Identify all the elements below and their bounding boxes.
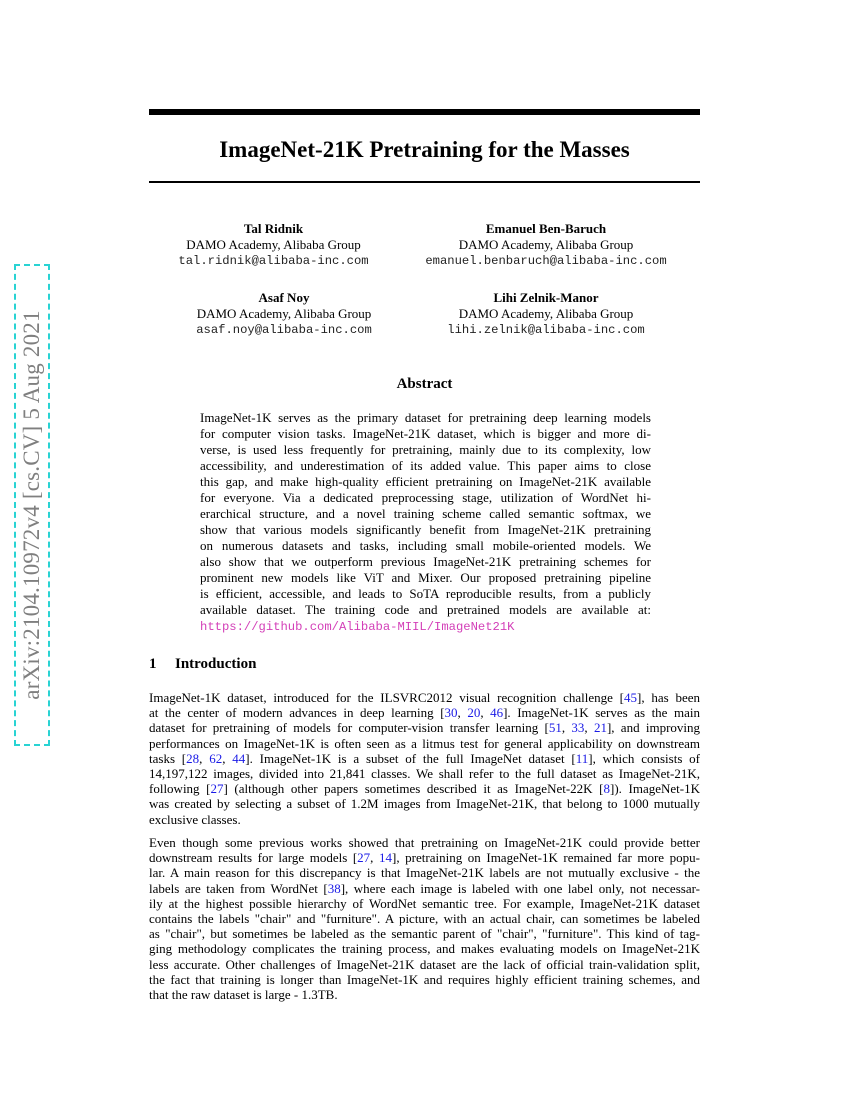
- paragraph-line: the fact that training is longer than ImageNet-1K and requires highly efficient training schemes, and: [149, 971, 700, 987]
- author-block: [398, 221, 694, 269]
- paragraph-line: was created by selecting a subset of 1.2M images from ImageNet-21K, that belong to 1000 mutually: [149, 796, 700, 812]
- abstract-line: ImageNet-1K serves as the primary dataset for pretraining deep learning models: [200, 410, 651, 425]
- section-heading: [149, 656, 256, 673]
- citation-link[interactable]: 45: [624, 690, 637, 705]
- author-email[interactable]: emanuel.benbaruch@alibaba-inc.com: [425, 254, 667, 268]
- paragraph-line: labels are taken from WordNet [38], where each image is labeled with one label only, not necessar-: [149, 880, 700, 896]
- abstract-line: on numerous datasets and tasks, including small mobile-oriented models. We: [200, 538, 651, 553]
- abstract-line: for computer vision tasks. ImageNet-21K dataset, which is bigger and more di-: [200, 426, 651, 441]
- abstract-line: prominent new models like ViT and Mixer. Our proposed pretraining pipeline: [200, 570, 651, 585]
- citation-link[interactable]: 44: [232, 750, 246, 766]
- author-block: [420, 290, 672, 338]
- paragraph-line: performances on ImageNet-1K is often seen as a litmus test for general applicability on downstream: [149, 735, 700, 751]
- arxiv-sidebar-stamp: [14, 264, 50, 746]
- abstract-line: accessibility, and underestimation of its added value. This paper aims to close: [200, 458, 651, 473]
- author-affiliation: DAMO Academy, Alibaba Group: [196, 306, 372, 321]
- abstract-heading: Abstract: [396, 376, 453, 392]
- intro-paragraph-2: [149, 835, 700, 1002]
- abstract-line: show that various models significantly benefit from ImageNet-21K pretraining: [200, 522, 651, 537]
- paragraph-line: exclusive classes.: [149, 811, 241, 827]
- citation-link[interactable]: 28: [186, 750, 200, 766]
- github-link[interactable]: https://github.com/Alibaba-MIIL/ImageNet21K: [200, 620, 515, 634]
- abstract-line: this gap, and make high-quality efficient pretraining on ImageNet-21K available: [200, 474, 651, 489]
- paragraph-line: Even though some previous works showed that pretraining on ImageNet-21K could provide better: [149, 835, 700, 850]
- citation-link[interactable]: 62: [209, 750, 223, 766]
- citation-link[interactable]: 8: [603, 781, 611, 797]
- paragraph-line: ily at the highest possible hierarchy of WordNet semantic tree. For example, ImageNet-21K dataset: [149, 895, 700, 911]
- paragraph-line: 14,197,122 images, divided into 21,841 classes. We shall refer to the full dataset as ImageNet-21K,: [149, 765, 700, 781]
- citation-link[interactable]: 21: [593, 720, 607, 736]
- author-email[interactable]: tal.ridnik@alibaba-inc.com: [178, 254, 369, 268]
- citation-link[interactable]: 11: [575, 750, 589, 766]
- title-top-rule: [149, 109, 700, 115]
- paragraph-line: following [27] (although other papers sometimes described it as ImageNet-22K [8]). ImageNet-1K: [149, 781, 700, 797]
- author-name: Lihi Zelnik-Manor: [493, 290, 599, 305]
- section-number: 1: [149, 656, 157, 672]
- author-email[interactable]: asaf.noy@alibaba-inc.com: [196, 323, 372, 337]
- paragraph-line: less accurate. Other challenges of ImageNet-21K dataset are the lack of official train-validation split,: [149, 956, 700, 972]
- paragraph-line: ImageNet-1K dataset, introduced for the ILSVRC2012 visual recognition challenge [45], has been: [149, 690, 700, 705]
- paragraph-line: ging methodology complicates the training process, and makes evaluating models on ImageNet-21K: [149, 941, 700, 957]
- paragraph-line: that the raw dataset is large - 1.3TB.: [149, 986, 338, 1002]
- author-name: Emanuel Ben-Baruch: [485, 221, 607, 236]
- abstract-line: is efficient, accessible, and leads to SoTA reproducible results, from a publicly: [200, 586, 651, 601]
- author-block: [140, 221, 407, 269]
- citation-link[interactable]: 38: [327, 880, 341, 896]
- citation-link[interactable]: 46: [490, 705, 504, 721]
- abstract-line: for everyone. Via a dedicated preprocessing stage, utilization of WordNet hi-: [200, 490, 651, 505]
- citation-link[interactable]: 27: [357, 850, 371, 866]
- author-name: Tal Ridnik: [243, 221, 304, 236]
- paragraph-line: as "chair", but sometimes be labeled as the semantic parent of "chair", "furniture". This kind of tag-: [149, 926, 700, 942]
- paper-title: ImageNet-21K Pretraining for the Masses: [219, 137, 630, 162]
- paragraph-line: downstream results for large models [27, 14], pretraining on ImageNet-1K remained far more popu-: [149, 850, 700, 866]
- abstract-line: available dataset. The training code and pretrained models are available at:: [200, 602, 651, 617]
- abstract-line: also show that we outperform previous ImageNet-21K pretraining schemes for: [200, 554, 651, 569]
- intro-paragraph-1: [149, 690, 700, 827]
- citation-link[interactable]: 20: [467, 705, 481, 721]
- citation-link[interactable]: 51: [548, 720, 562, 736]
- citation-link[interactable]: 27: [210, 781, 224, 797]
- author-name: Asaf Noy: [258, 290, 310, 305]
- paragraph-line: tasks [28, 62, 44]. ImageNet-1K is a subset of the full ImageNet dataset [11], which consists of: [149, 750, 701, 766]
- citation-link[interactable]: 30: [444, 705, 458, 721]
- paragraph-line: lar. A main reason for this discrepancy is that ImageNet-21K labels are not mutually exclusive - the: [149, 865, 700, 881]
- arxiv-id-text: arXiv:2104.10972v4 [cs.CV] 5 Aug 2021: [19, 310, 44, 700]
- abstract-line: verse, is used less frequently for pretraining, mainly due to its complexity, low: [200, 442, 651, 457]
- title-bottom-rule: [149, 181, 700, 183]
- author-affiliation: DAMO Academy, Alibaba Group: [458, 306, 634, 321]
- citation-link[interactable]: 33: [571, 720, 585, 736]
- paragraph-line: contains the labels "chair" and "furniture". A picture, with an actual chair, can sometimes be labeled: [149, 910, 700, 926]
- abstract-line: [200, 618, 651, 634]
- author-block: [170, 290, 398, 338]
- citation-link[interactable]: 14: [379, 850, 393, 866]
- author-affiliation: DAMO Academy, Alibaba Group: [458, 237, 634, 252]
- abstract-body: [200, 410, 651, 634]
- abstract-line: erarchical structure, and a novel training scheme called semantic softmax, we: [200, 506, 651, 521]
- author-email[interactable]: lihi.zelnik@alibaba-inc.com: [447, 323, 645, 337]
- author-affiliation: DAMO Academy, Alibaba Group: [186, 237, 361, 252]
- paragraph-line: at the center of modern advances in deep learning [30, 20, 46]. ImageNet-1K serves as the main: [149, 705, 700, 721]
- paragraph-line: dataset for pretraining of models for computer-vision transfer learning [51, 33, 21], and improving: [149, 720, 701, 736]
- section-title: Introduction: [175, 656, 257, 672]
